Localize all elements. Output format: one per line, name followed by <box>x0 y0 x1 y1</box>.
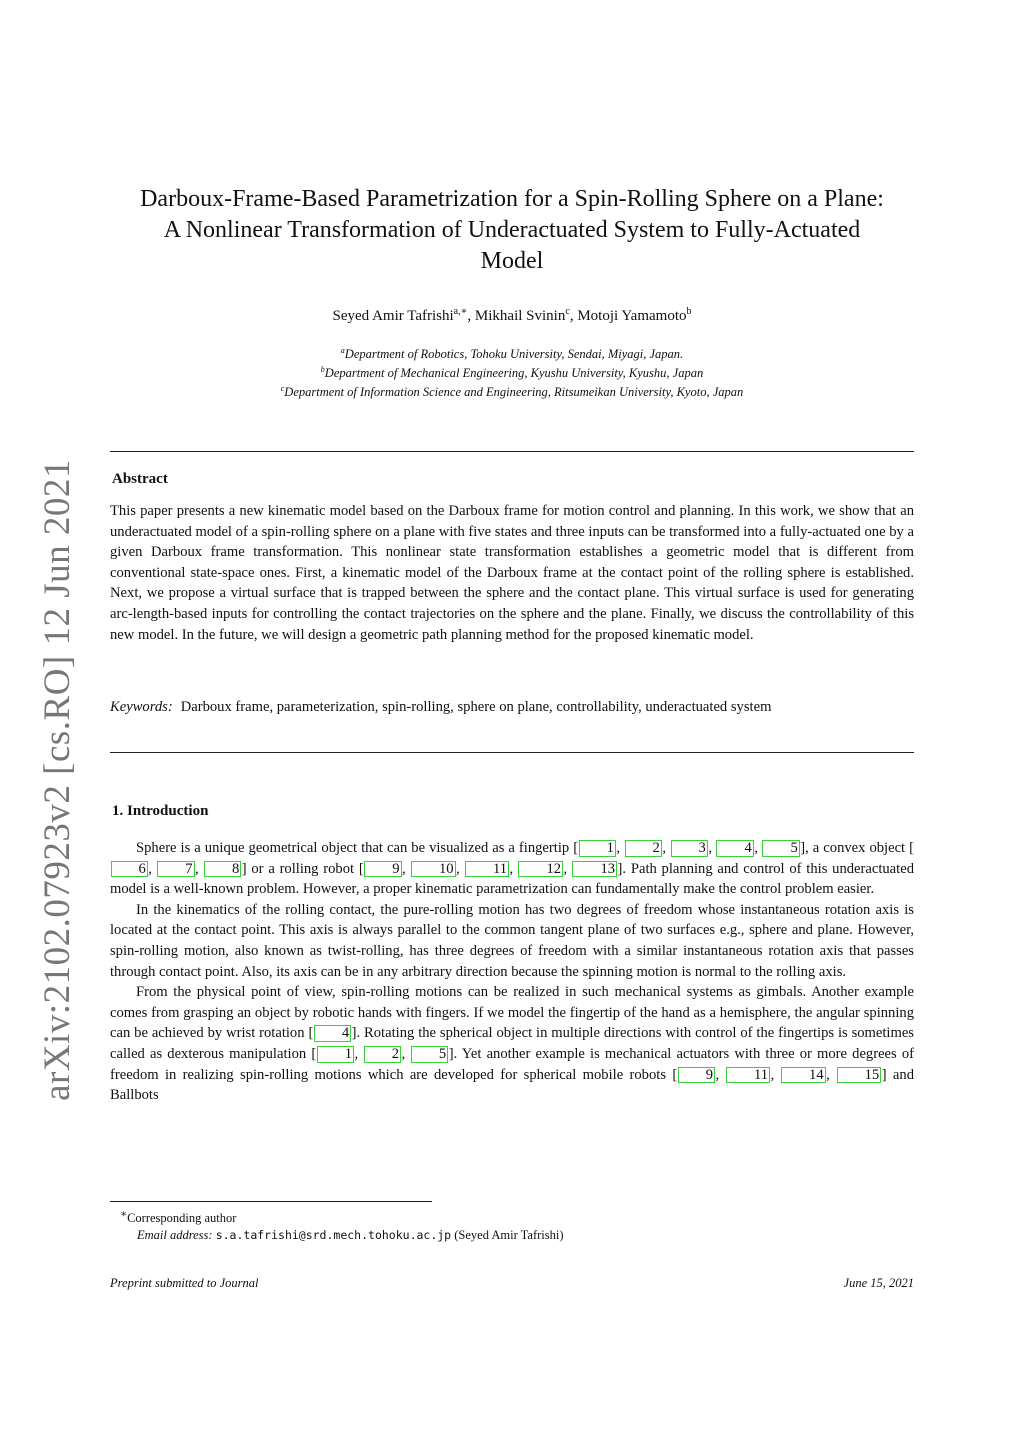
citation-link[interactable]: 2 <box>364 1046 401 1063</box>
citation-link[interactable]: 12 <box>518 861 563 878</box>
author-name: Seyed Amir Tafrishi <box>332 308 454 324</box>
keywords-label: Keywords: <box>110 699 173 715</box>
affiliation-list <box>110 343 914 400</box>
paragraph-text: From the physical point of view, spin-rolling motions can be realized in such mechanical systems as gimbals. Another example comes from grasping an object by robotic hands with fingers. If we model the fingertip of the hand as a hemisphere, the angular spinning can be achieved by wrist rotation <box>110 984 914 1042</box>
abstract-text: This paper presents a new kinematic model based on the Darboux frame for motion control and planning. In this work, we show that an underactuated model of a spin-rolling sphere on a plane with five states and three inputs can be transformed into a fully-actuated one by a given Darboux frame transformation. This nonlinear state transformation establishes a geometric model that is different from conventional state-space ones. First, a kinematic model of the Darboux frame at the contact point of the rolling sphere is established. Next, we propose a virtual surface that is trapped between the sphere and the contact plane. This virtual surface is used for generating arc-length-based inputs for controlling the contact trajectories on the sphere and the plane. Finally, we discuss the controllability of this new model. In the future, we will design a geometric path planning method for the proposed kinematic model. <box>110 503 914 643</box>
affiliation-text: Department of Mechanical Engineering, Kyushu University, Kyushu, Japan <box>324 366 704 381</box>
citation-link[interactable]: 9 <box>678 1067 715 1084</box>
email-address[interactable]: s.a.tafrishi@srd.mech.tohoku.ac.jp <box>215 1228 452 1243</box>
affiliation <box>110 362 914 381</box>
citation-link[interactable]: 7 <box>157 861 194 878</box>
author-affil-mark: c <box>565 306 570 317</box>
footnote-email-line <box>120 1227 820 1244</box>
arxiv-identifier: arXiv:2102.07923v2 [cs.RO] 12 Jun 2021 <box>37 459 78 1101</box>
footnote-text: Corresponding author <box>127 1211 237 1226</box>
citation-link[interactable]: 10 <box>411 861 456 878</box>
footnote-corresponding <box>120 1206 820 1227</box>
section-heading-introduction: 1. Introduction <box>112 803 209 819</box>
citation-link[interactable]: 5 <box>762 840 799 857</box>
citation-link[interactable]: 1 <box>317 1046 354 1063</box>
citation-link[interactable]: 14 <box>781 1067 826 1084</box>
paper-title: Darboux-Frame-Based Parametrization for a Spin-Rolling Sphere on a Plane: A Nonlinear Transformation of Underactuated System to Fully-Actuated Model <box>140 186 884 274</box>
citation-link[interactable]: 11 <box>465 861 509 878</box>
paragraph: From the physical point of view, spin-rolling motions can be realized in such mechanical systems as gimbals. Another example comes from grasping an object by robotic hands with fingers. If we model the fingertip of the hand as a hemisphere, the angular spinning can be achieved by wrist rotation [ 4 ]. Rotating the spherical object in multiple directions with control of the fingertips is sometimes called as dexterous manipulation [ 1 , 2 , 5 ]. Yet another example is mechanical actuators with three or more degrees of freedom in realizing spin-rolling motions which are developed for spherical mobile robots [ 9 , 11 , 14 , 15 ] and Ballbots <box>110 984 915 1104</box>
author-affil-mark: b <box>686 306 692 317</box>
introduction-body <box>110 838 914 1106</box>
abstract-heading: Abstract <box>112 471 168 487</box>
paragraph-text: or a rolling robot <box>246 860 359 877</box>
citation-link[interactable]: 5 <box>411 1046 448 1063</box>
footnote-mark: ∗ <box>120 1209 128 1220</box>
citation-link[interactable]: 9 <box>364 861 401 878</box>
affiliation-mark: a <box>340 346 345 355</box>
paragraph-text: . Rotating the spherical object in multiple directions with control of the fingertips is sometimes called as dexterous manipulation <box>110 1025 914 1062</box>
author-affil-mark: a,∗ <box>453 306 468 317</box>
keywords-text: Darboux frame, parameterization, spin-rolling, sphere on plane, controllability, underactuated system <box>180 699 772 715</box>
paragraph-text: , a convex object <box>805 840 910 856</box>
citation-link[interactable]: 4 <box>314 1025 351 1042</box>
footer-submission-note: Preprint submitted to Journal <box>110 1276 259 1290</box>
citation-link[interactable]: 6 <box>111 861 148 878</box>
footnote <box>120 1206 820 1244</box>
author-list: Seyed Amir Tafrishi$^{a,∗}$, Mikhail Svinin$^c$, Motoji Yamamoto$^b$ <box>332 306 692 324</box>
paragraph-text: and Ballbots <box>110 1066 914 1104</box>
citation-link[interactable]: 2 <box>625 840 662 857</box>
keywords <box>110 697 914 718</box>
paragraph-text: Sphere is a unique geometrical object that can be visualized as a fingertip <box>136 840 574 856</box>
citation-link[interactable]: 3 <box>671 840 708 857</box>
citation-link[interactable]: 13 <box>572 861 617 878</box>
citation-link[interactable]: 15 <box>837 1067 882 1084</box>
abstract-top-rule <box>110 451 914 452</box>
affiliation-mark: c <box>280 384 285 394</box>
footer-date: June 15, 2021 <box>843 1276 914 1290</box>
affiliation-text: Department of Robotics, Tohoku University, Sendai, Miyagi, Japan. <box>344 347 684 362</box>
email-owner: (Seyed Amir Tafrishi) <box>454 1228 564 1243</box>
author-name: Mikhail Svinin <box>474 308 566 324</box>
footnote-rule <box>110 1201 432 1202</box>
author-name: Motoji Yamamoto <box>577 308 687 324</box>
citation-link[interactable]: 4 <box>716 840 753 857</box>
citation-link[interactable]: 11 <box>726 1067 770 1084</box>
affiliation <box>110 381 914 400</box>
paragraph-text: . Yet another example is mechanical actuators with three or more degrees of freedom in realizing spin-rolling motions which are developed for spherical mobile robots <box>110 1045 915 1083</box>
paragraph: Sphere is a unique geometrical object that can be visualized as a fingertip [ 1 , 2 , 3 , 4 , 5 ], a convex object [6 , 7 , 8 ] or a rolling robot [ 9 , 10 , 11 , 12 , 13 ]. Path planning and control of this underactuated model is a well-known problem. However, a proper kinematic parametrization can fundamentally make the control problem easier. <box>110 840 915 898</box>
paragraph-text: . Path planning and control of this underactuated model is a well-known problem. However, a proper kinematic parametrization can fundamentally make the control problem easier. <box>110 860 914 898</box>
paragraph: In the kinematics of the rolling contact, the pure-rolling motion has two degrees of freedom whose instantaneous rotation axis is located at the contact point. This axis is always parallel to the common tangent plane of two surfaces e.g., sphere and plane. However, spin-rolling motion, also known as twist-rolling, has three degrees of freedom with a similar instantaneous rotation axis that passes through contact point. Also, its axis can be in any arbitrary direction because the spinning motion is normal to the rolling axis. <box>110 901 914 980</box>
abstract-bottom-rule <box>110 752 914 753</box>
affiliation-mark: b <box>320 365 325 375</box>
affiliation-text: Department of Information Science and Engineering, Ritsumeikan University, Kyoto, Japan <box>284 385 744 400</box>
affiliation <box>110 343 914 362</box>
email-label: Email address: <box>137 1228 213 1243</box>
citation-link[interactable]: 8 <box>204 861 241 878</box>
citation-link[interactable]: 1 <box>579 840 616 857</box>
